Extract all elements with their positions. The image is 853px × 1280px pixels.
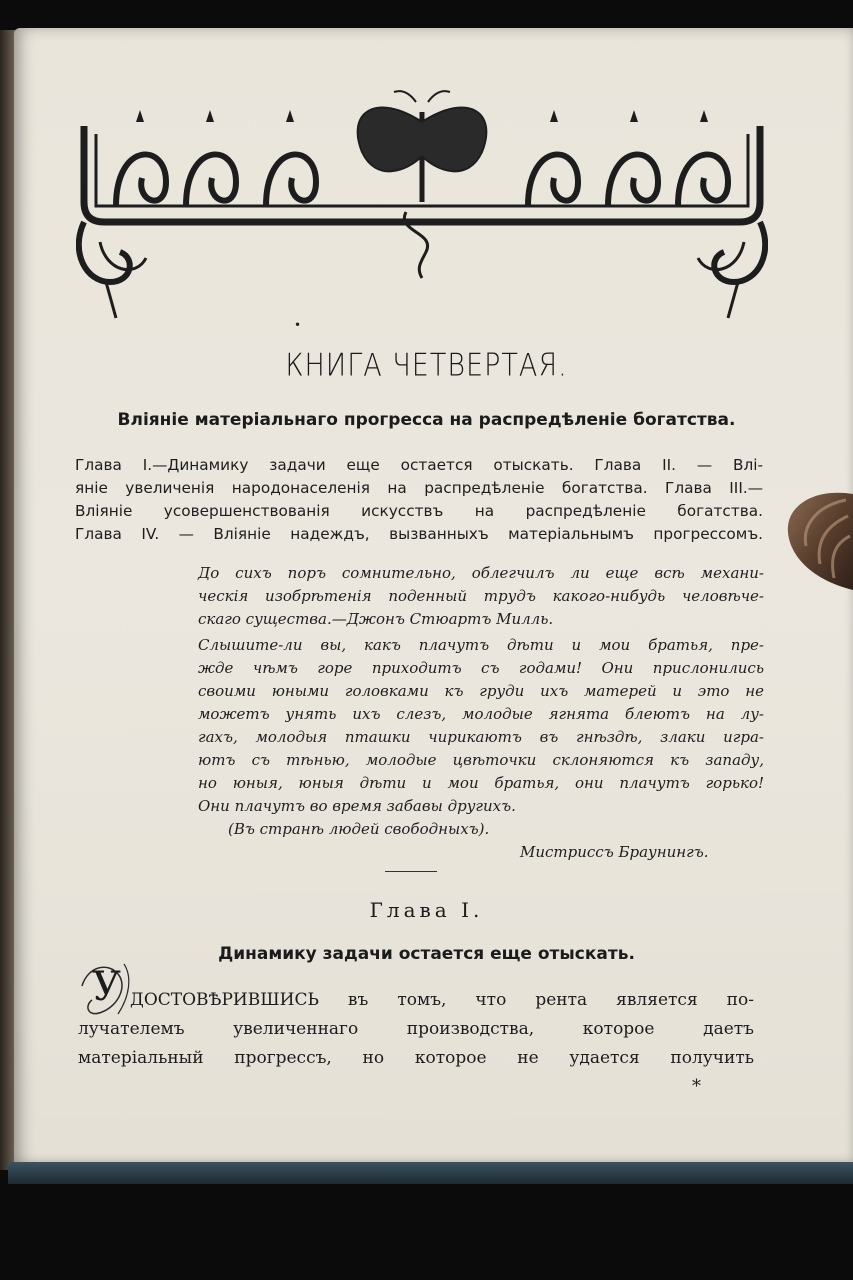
drop-cap-glyph: У bbox=[92, 964, 121, 1010]
book-subtitle: Вліяніе матеріальнаго прогресса на распредѣленіе богатства. bbox=[117, 410, 736, 430]
book-cover-edge bbox=[8, 1162, 853, 1184]
divider bbox=[385, 871, 437, 872]
epigraph-line: своими юными головками къ груди ихъ матерей и это не bbox=[198, 682, 764, 700]
chapter-heading: Глава I. bbox=[369, 898, 484, 922]
contents-line: Глава IV. — Вліяніе надеждъ, вызванныхъ матеріальнымъ прогрессомъ. bbox=[75, 525, 763, 543]
chapter-contents bbox=[75, 454, 763, 546]
header-ornament bbox=[76, 82, 768, 322]
body-line: матеріальный прогрессъ, но которое не удается получить bbox=[78, 1048, 754, 1068]
epigraph-line: ютъ съ тѣнью, молодые цвѣточки склоняются къ западу, bbox=[198, 751, 764, 769]
epigraph-line: но юныя, юныя дѣти и мои братья, они плачутъ горько! bbox=[198, 774, 764, 792]
epigraph-line: До сихъ поръ сомнительно, облегчилъ ли еще всѣ механи- bbox=[198, 564, 764, 582]
epigraph-line: жде чѣмъ горе приходитъ съ годами! Они прислонились bbox=[198, 659, 764, 677]
epigraph-line: Они плачутъ во время забавы другихъ. bbox=[198, 797, 516, 815]
chapter-body bbox=[78, 986, 754, 1073]
epigraph-line: ческія изобрѣтенія поденный трудъ какого-нибудь человѣче- bbox=[198, 587, 764, 605]
epigraph-line: можетъ унять ихъ слезъ, молодые ягнята блеютъ на лу- bbox=[198, 705, 764, 723]
epigraphs bbox=[198, 562, 764, 818]
body-line: лучателемъ увеличеннаго производства, которое даетъ bbox=[78, 1019, 754, 1039]
epigraph-line: скаго существа.—Джонъ Стюартъ Милль. bbox=[198, 610, 554, 628]
ornament-dot: • bbox=[294, 318, 302, 332]
epigraph-author: Мистриссъ Браунингъ. bbox=[520, 843, 709, 861]
contents-line: Глава I.—Динамику задачи еще остается отыскать. Глава II. — Влі- bbox=[75, 456, 763, 474]
chapter-title: Динамику задачи остается еще отыскать. bbox=[218, 944, 635, 964]
epigraph-source: (Въ странѣ людей свободныхъ). bbox=[228, 820, 490, 838]
body-line: ДОСТОВѢРИВШИСЬ въ томъ, что рента является по- bbox=[130, 990, 754, 1010]
epigraph-line: гахъ, молодыя пташки чирикаютъ въ гнѣздѣ, злаки игра- bbox=[198, 728, 764, 746]
contents-line: Вліяніе усовершенствованія искусствъ на распредѣленіе богатства. bbox=[75, 502, 763, 520]
page-clip-icon bbox=[786, 486, 853, 596]
book-title: КНИГА ЧЕТВЕРТАЯ. bbox=[285, 347, 568, 384]
epigraph-line: Слышите-ли вы, какъ плачутъ дѣти и мои братья, пре- bbox=[198, 636, 764, 654]
signature-mark: * bbox=[692, 1076, 701, 1097]
contents-line: яніе увеличенія народонаселенія на распредѣленіе богатства. Глава III.— bbox=[75, 479, 763, 497]
